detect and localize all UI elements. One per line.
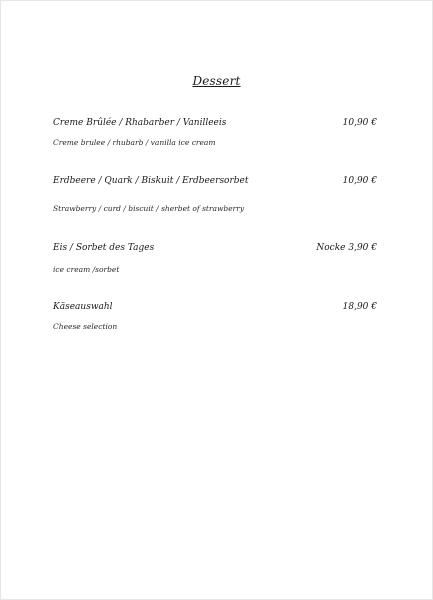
menu-item-row [53,302,377,316]
menu-item-name: Creme Brûlée / Rhabarber / Vanilleeis [53,118,227,128]
menu-item-row [53,243,377,257]
menu-item-row [53,176,377,190]
menu-item-name: Eis / Sorbet des Tages [53,243,155,253]
menu-item-name: Erdbeere / Quark / Biskuit / Erdbeersorbet [53,176,249,186]
menu-item-price: Nocke 3,90 € [316,243,377,253]
menu-item-name: Käseauswahl [53,302,113,312]
menu-item [53,118,377,147]
menu-item [53,243,377,274]
menu-item-description: Cheese selection [53,322,118,331]
menu-item-price: 10,90 € [342,118,377,128]
menu-item-price: 18,90 € [342,302,377,312]
menu-item-description: ice cream /sorbet [53,265,120,274]
menu-item-description: Creme brulee / rhubarb / vanilla ice cream [53,138,216,147]
menu-title: Dessert [192,74,241,88]
menu-item [53,302,377,331]
menu-item-description: Strawberry / curd / biscuit / sherbet of strawberry [53,204,245,213]
menu-item [53,176,377,213]
menu-item-price: 10,90 € [342,176,377,186]
menu-item-row [53,118,377,132]
